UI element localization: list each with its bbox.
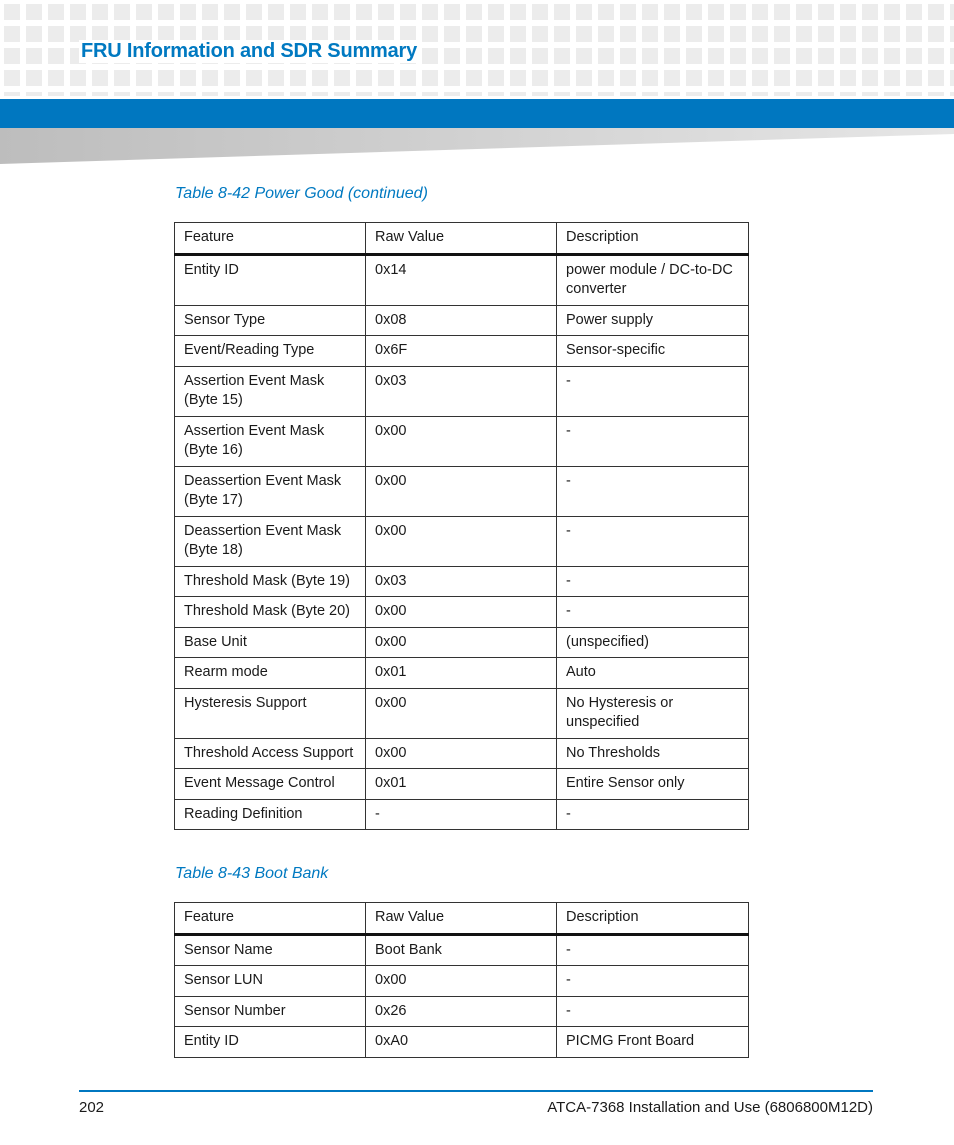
header-tile [466, 48, 482, 64]
header-tile [774, 92, 790, 96]
header-tile [26, 48, 42, 64]
header-tile [466, 4, 482, 20]
description-cell: No Thresholds [557, 738, 749, 769]
header-tile [26, 92, 42, 96]
raw-value-cell: 0x01 [366, 658, 557, 689]
raw-value-cell: 0x6F [366, 336, 557, 367]
header-tile [356, 70, 372, 86]
header-tile [180, 70, 196, 86]
table-row [175, 934, 749, 966]
header-tile [950, 4, 954, 20]
header-tile [576, 70, 592, 86]
raw-value-cell: 0x00 [366, 688, 557, 738]
header-tile [268, 92, 284, 96]
feature-cell: Entity ID [175, 254, 366, 305]
header-tile [752, 92, 768, 96]
header-tile [708, 70, 724, 86]
header-tile [884, 92, 900, 96]
header-tile [840, 4, 856, 20]
feature-cell: Sensor Type [175, 305, 366, 336]
header-tile [576, 4, 592, 20]
table-row [175, 566, 749, 597]
header-tile [510, 48, 526, 64]
header-tile [422, 4, 438, 20]
feature-cell: Threshold Access Support [175, 738, 366, 769]
header-tile [664, 48, 680, 64]
header-tile [532, 48, 548, 64]
header-tile [576, 48, 592, 64]
raw-value-cell: 0x00 [366, 738, 557, 769]
header-tile [818, 92, 834, 96]
raw-value-cell: 0x00 [366, 627, 557, 658]
raw-value-cell: 0x00 [366, 597, 557, 628]
header-tile [686, 48, 702, 64]
header-tile [180, 92, 196, 96]
header-tile [400, 92, 416, 96]
header-tile [378, 70, 394, 86]
header-tile [246, 4, 262, 20]
feature-cell: Hysteresis Support [175, 688, 366, 738]
header-tile [950, 26, 954, 42]
header-tile [532, 70, 548, 86]
header-tile [576, 92, 592, 96]
description-cell: - [557, 516, 749, 566]
header-tile [510, 92, 526, 96]
header-tile [290, 92, 306, 96]
header-tile [158, 4, 174, 20]
header-tile [950, 92, 954, 96]
raw-value-cell: 0x03 [366, 366, 557, 416]
header-tile [114, 92, 130, 96]
header-tile [906, 48, 922, 64]
description-cell: - [557, 966, 749, 997]
header-tile [554, 92, 570, 96]
header-tile [4, 4, 20, 20]
header-tile [488, 70, 504, 86]
feature-cell: Base Unit [175, 627, 366, 658]
section-title: FRU Information and SDR Summary [81, 40, 418, 62]
header-tile [730, 26, 746, 42]
header-tile [488, 26, 504, 42]
header-tile [444, 4, 460, 20]
header-tile [950, 70, 954, 86]
header-tile [686, 92, 702, 96]
feature-cell: Reading Definition [175, 799, 366, 830]
header-tile [334, 92, 350, 96]
header-tile [686, 26, 702, 42]
table-row [175, 799, 749, 830]
feature-cell: Rearm mode [175, 658, 366, 689]
column-header-raw-value: Raw Value [366, 903, 557, 935]
header-tile [158, 92, 174, 96]
raw-value-cell: 0x00 [366, 966, 557, 997]
header-tile [642, 48, 658, 64]
header-tile [906, 70, 922, 86]
header-tile [620, 4, 636, 20]
header-tile [510, 70, 526, 86]
header-tile [48, 4, 64, 20]
header-tile [180, 4, 196, 20]
header-tile [400, 70, 416, 86]
table-row [175, 336, 749, 367]
header-tile [642, 26, 658, 42]
raw-value-cell: 0x26 [366, 996, 557, 1027]
header-tile [488, 48, 504, 64]
header-tile [422, 48, 438, 64]
header-tile [246, 92, 262, 96]
table-row [175, 366, 749, 416]
header-blue-band [0, 99, 954, 128]
header-tile [334, 70, 350, 86]
feature-cell: Event/Reading Type [175, 336, 366, 367]
raw-value-cell: 0x00 [366, 416, 557, 466]
header-tile [268, 4, 284, 20]
header-tile [664, 92, 680, 96]
feature-cell: Deassertion Event Mask (Byte 17) [175, 466, 366, 516]
header-tile [620, 70, 636, 86]
header-tile [400, 4, 416, 20]
table-row [175, 466, 749, 516]
header-tile [796, 92, 812, 96]
header-tile [4, 70, 20, 86]
raw-value-cell: 0xA0 [366, 1027, 557, 1058]
power-good-table [174, 222, 749, 830]
header-tile [840, 92, 856, 96]
header-tile [928, 26, 944, 42]
table-row [175, 416, 749, 466]
raw-value-cell: 0x08 [366, 305, 557, 336]
header-tile [796, 4, 812, 20]
table-8-43-caption: Table 8-43 Boot Bank [175, 865, 329, 882]
header-tile [774, 26, 790, 42]
header-tile [70, 70, 86, 86]
header-tile [70, 92, 86, 96]
description-cell: power module / DC-to-DC converter [557, 254, 749, 305]
header-tile [862, 26, 878, 42]
page-number: 202 [79, 1099, 105, 1116]
raw-value-cell: 0x03 [366, 566, 557, 597]
header-tile [488, 92, 504, 96]
header-tile [26, 26, 42, 42]
feature-cell: Assertion Event Mask (Byte 16) [175, 416, 366, 466]
feature-cell: Threshold Mask (Byte 20) [175, 597, 366, 628]
column-header-raw-value: Raw Value [366, 223, 557, 255]
header-tile [796, 26, 812, 42]
header-tile [70, 4, 86, 20]
header-tile [774, 4, 790, 20]
header-tile [906, 4, 922, 20]
header-tile [862, 4, 878, 20]
header-tile [752, 70, 768, 86]
description-cell: - [557, 597, 749, 628]
description-cell: No Hysteresis or unspecified [557, 688, 749, 738]
header-tile [928, 4, 944, 20]
header-tile [862, 70, 878, 86]
header-tile [906, 92, 922, 96]
header-tile [4, 92, 20, 96]
table-8-42-caption: Table 8-42 Power Good (continued) [175, 185, 428, 202]
header-tile [884, 26, 900, 42]
header-tile [532, 4, 548, 20]
header-tile [774, 70, 790, 86]
header-tile [708, 26, 724, 42]
table-row [175, 738, 749, 769]
header-tile [92, 4, 108, 20]
header-tile [598, 48, 614, 64]
header-tile [664, 70, 680, 86]
header-tile [114, 4, 130, 20]
header-tile [884, 48, 900, 64]
column-header-description: Description [557, 223, 749, 255]
header-tile [884, 4, 900, 20]
table-row [175, 658, 749, 689]
table-row [175, 597, 749, 628]
header-tile [598, 26, 614, 42]
header-tile [334, 4, 350, 20]
header-tile [488, 4, 504, 20]
description-cell: - [557, 366, 749, 416]
header-tile [620, 26, 636, 42]
header-tile [26, 4, 42, 20]
header-tile [730, 70, 746, 86]
table-row [175, 688, 749, 738]
raw-value-cell: 0x14 [366, 254, 557, 305]
header-tile [466, 92, 482, 96]
header-tile [510, 4, 526, 20]
header-tile [466, 26, 482, 42]
header-tile [928, 48, 944, 64]
feature-cell: Deassertion Event Mask (Byte 18) [175, 516, 366, 566]
header-tile [928, 92, 944, 96]
description-cell: Auto [557, 658, 749, 689]
header-tile [642, 92, 658, 96]
header-tile [532, 92, 548, 96]
table-row [175, 254, 749, 305]
table-row [175, 305, 749, 336]
header-tile [708, 48, 724, 64]
header-tile [598, 92, 614, 96]
header-tile [444, 48, 460, 64]
feature-cell: Event Message Control [175, 769, 366, 800]
header-tile [752, 26, 768, 42]
header-tile [686, 4, 702, 20]
header-tile [246, 70, 262, 86]
header-tile [598, 70, 614, 86]
header-tile [136, 92, 152, 96]
header-tile [136, 4, 152, 20]
header-tile [378, 4, 394, 20]
header-tile [356, 4, 372, 20]
header-tile [906, 26, 922, 42]
header-tile [664, 26, 680, 42]
header-tile [26, 70, 42, 86]
header-tile [48, 92, 64, 96]
header-tile [752, 4, 768, 20]
header-tile [290, 4, 306, 20]
header-tile [4, 26, 20, 42]
header-tile [774, 48, 790, 64]
header-tile [444, 26, 460, 42]
header-tile [642, 70, 658, 86]
header-tile [92, 92, 108, 96]
header-tile [598, 4, 614, 20]
header-tile [444, 70, 460, 86]
footer-rule [79, 1090, 873, 1092]
header-tile [48, 26, 64, 42]
header-tile [554, 26, 570, 42]
header-tile [708, 92, 724, 96]
header-tile [818, 48, 834, 64]
header-tile [928, 70, 944, 86]
header-tile [554, 4, 570, 20]
header-tile [422, 70, 438, 86]
header-tile [158, 70, 174, 86]
header-tile [136, 70, 152, 86]
header-tile [312, 70, 328, 86]
raw-value-cell: - [366, 799, 557, 830]
header-gray-wedge [0, 128, 954, 164]
raw-value-cell: 0x00 [366, 516, 557, 566]
feature-cell: Sensor LUN [175, 966, 366, 997]
header-tile [312, 4, 328, 20]
description-cell: PICMG Front Board [557, 1027, 749, 1058]
raw-value-cell: Boot Bank [366, 934, 557, 966]
header-tile [268, 70, 284, 86]
header-tile [642, 4, 658, 20]
header-tile [202, 4, 218, 20]
header-tile [356, 92, 372, 96]
header-tile [92, 70, 108, 86]
header-tile [422, 26, 438, 42]
header-tile [290, 70, 306, 86]
description-cell: - [557, 996, 749, 1027]
description-cell: Entire Sensor only [557, 769, 749, 800]
column-header-feature: Feature [175, 903, 366, 935]
feature-cell: Sensor Name [175, 934, 366, 966]
header-tile [730, 92, 746, 96]
header-tile [444, 92, 460, 96]
table-row [175, 996, 749, 1027]
description-cell: - [557, 799, 749, 830]
header-tile [576, 26, 592, 42]
header-tile [312, 92, 328, 96]
header-tile [224, 70, 240, 86]
header-tile [730, 4, 746, 20]
header-tile [818, 70, 834, 86]
header-tile [224, 4, 240, 20]
feature-cell: Sensor Number [175, 996, 366, 1027]
header-tile [554, 48, 570, 64]
boot-bank-table [174, 902, 749, 1058]
header-tile [862, 48, 878, 64]
header-tile [114, 70, 130, 86]
header-tile [554, 70, 570, 86]
header-tile [950, 48, 954, 64]
header-tile [48, 70, 64, 86]
header-tile [752, 48, 768, 64]
header-tile [818, 26, 834, 42]
header-tile [796, 48, 812, 64]
description-cell: - [557, 416, 749, 466]
description-cell: Sensor-specific [557, 336, 749, 367]
table-header-row [175, 903, 749, 935]
description-cell: - [557, 934, 749, 966]
header-tile [4, 48, 20, 64]
document-title: ATCA-7368 Installation and Use (6806800M12D) [547, 1099, 873, 1116]
table-header-row [175, 223, 749, 255]
header-tile [840, 48, 856, 64]
header-tile [664, 4, 680, 20]
feature-cell: Entity ID [175, 1027, 366, 1058]
header-tile [840, 70, 856, 86]
table-row [175, 516, 749, 566]
header-tile [708, 4, 724, 20]
raw-value-cell: 0x01 [366, 769, 557, 800]
table-row [175, 966, 749, 997]
header-tile [730, 48, 746, 64]
table-row [175, 1027, 749, 1058]
header-tile [884, 70, 900, 86]
raw-value-cell: 0x00 [366, 466, 557, 516]
feature-cell: Threshold Mask (Byte 19) [175, 566, 366, 597]
column-header-feature: Feature [175, 223, 366, 255]
header-tile [466, 70, 482, 86]
table-row [175, 627, 749, 658]
header-tile [862, 92, 878, 96]
description-cell: Power supply [557, 305, 749, 336]
header-tile [620, 48, 636, 64]
table-row [175, 769, 749, 800]
header-tile [620, 92, 636, 96]
header-tile [840, 26, 856, 42]
header-tile [796, 70, 812, 86]
header-tile [818, 4, 834, 20]
header-tile [510, 26, 526, 42]
column-header-description: Description [557, 903, 749, 935]
header-tile [48, 48, 64, 64]
description-cell: (unspecified) [557, 627, 749, 658]
header-tile [202, 70, 218, 86]
feature-cell: Assertion Event Mask (Byte 15) [175, 366, 366, 416]
description-cell: - [557, 466, 749, 516]
header-tile [202, 92, 218, 96]
header-tile [532, 26, 548, 42]
description-cell: - [557, 566, 749, 597]
header-tile [686, 70, 702, 86]
header-tile [422, 92, 438, 96]
header-tile [224, 92, 240, 96]
header-tile [378, 92, 394, 96]
